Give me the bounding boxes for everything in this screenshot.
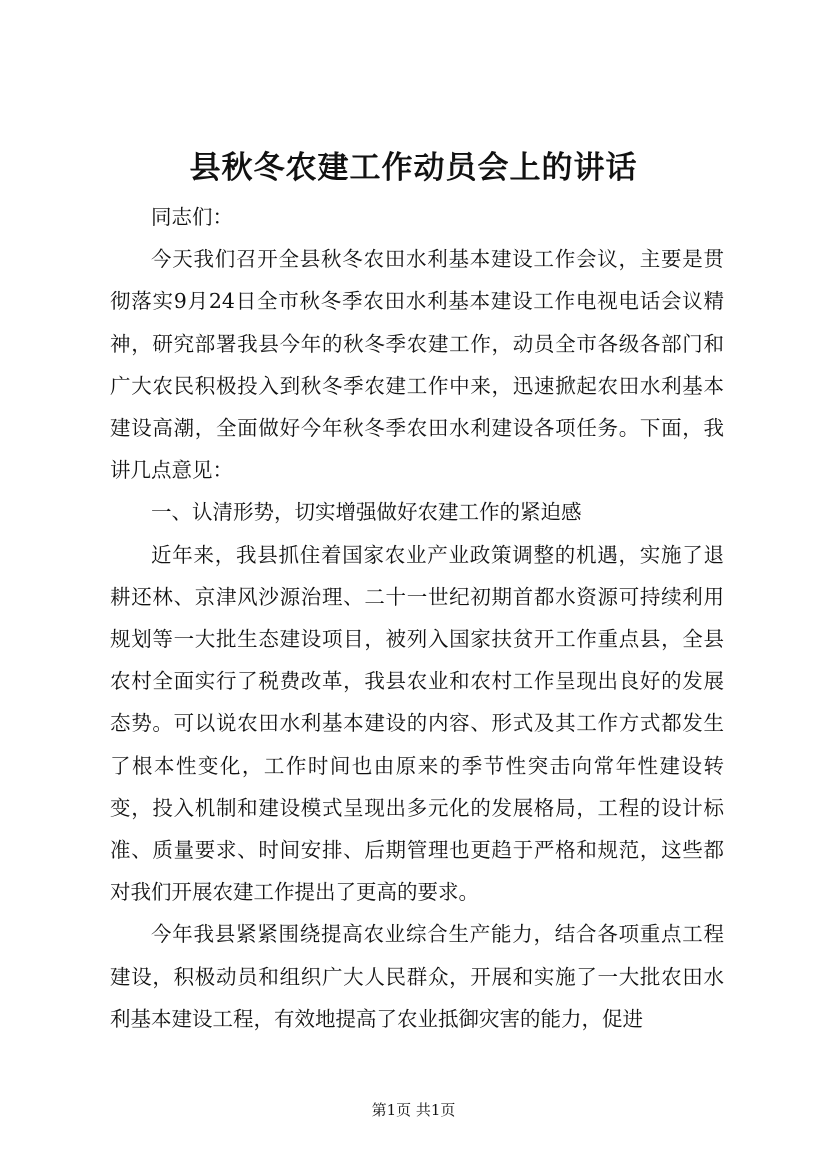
paragraph: 近年来，我县抓住着国家农业产业政策调整的机遇，实施了退耕还林、京津风沙源治理、二十一世纪初期首都水资源可持续利用规划等一大批生态建设项目，被列入国家扶贫开工作重点县，全县农村全面实行了税费改革，我县农业和农村工作呈现出良好的发展态势。可以说农田水利基本建设的内容、形式及其工作方式都发生了根本性变化，工作时间也由原来的季节性突击向常年性建设转变，投入机制和建设模式呈现出多元化的发展格局，工程的设计标准、质量要求、时间安排、后期管理也更趋于严格和规范，这些都对我们开展农建工作提出了更高的要求。 [110,542,724,905]
paragraph: 今年我县紧紧围绕提高农业综合生产能力，结合各项重点工程建设，积极动员和组织广大人民群众，开展和实施了一大批农田水利基本建设工程，有效地提高了农业抵御灾害的能力，促进 [110,922,724,1031]
document-title: 县秋冬农建工作动员会上的讲话 [189,150,638,186]
paragraph: 今天我们召开全县秋冬农田水利基本建设工作会议，主要是贯彻落实9月24日全市秋冬季农田水利基本建设工作电视电话会议精神，研究部署我县今年的秋冬季农建工作，动员全市各级各部门和广大农民积极投入到秋冬季农建工作中来，迅速掀起农田水利基本建设高潮，全面做好今年秋冬季农田水利建设各项任务。下面，我讲几点意见： [110,247,724,483]
document-body [110,196,724,1040]
salutation: 同志们： [151,205,233,229]
section-heading: 一、认清形势，切实增强做好农建工作的紧迫感 [151,500,582,525]
page-number-footer: 第1页 共1页 [371,1101,456,1119]
